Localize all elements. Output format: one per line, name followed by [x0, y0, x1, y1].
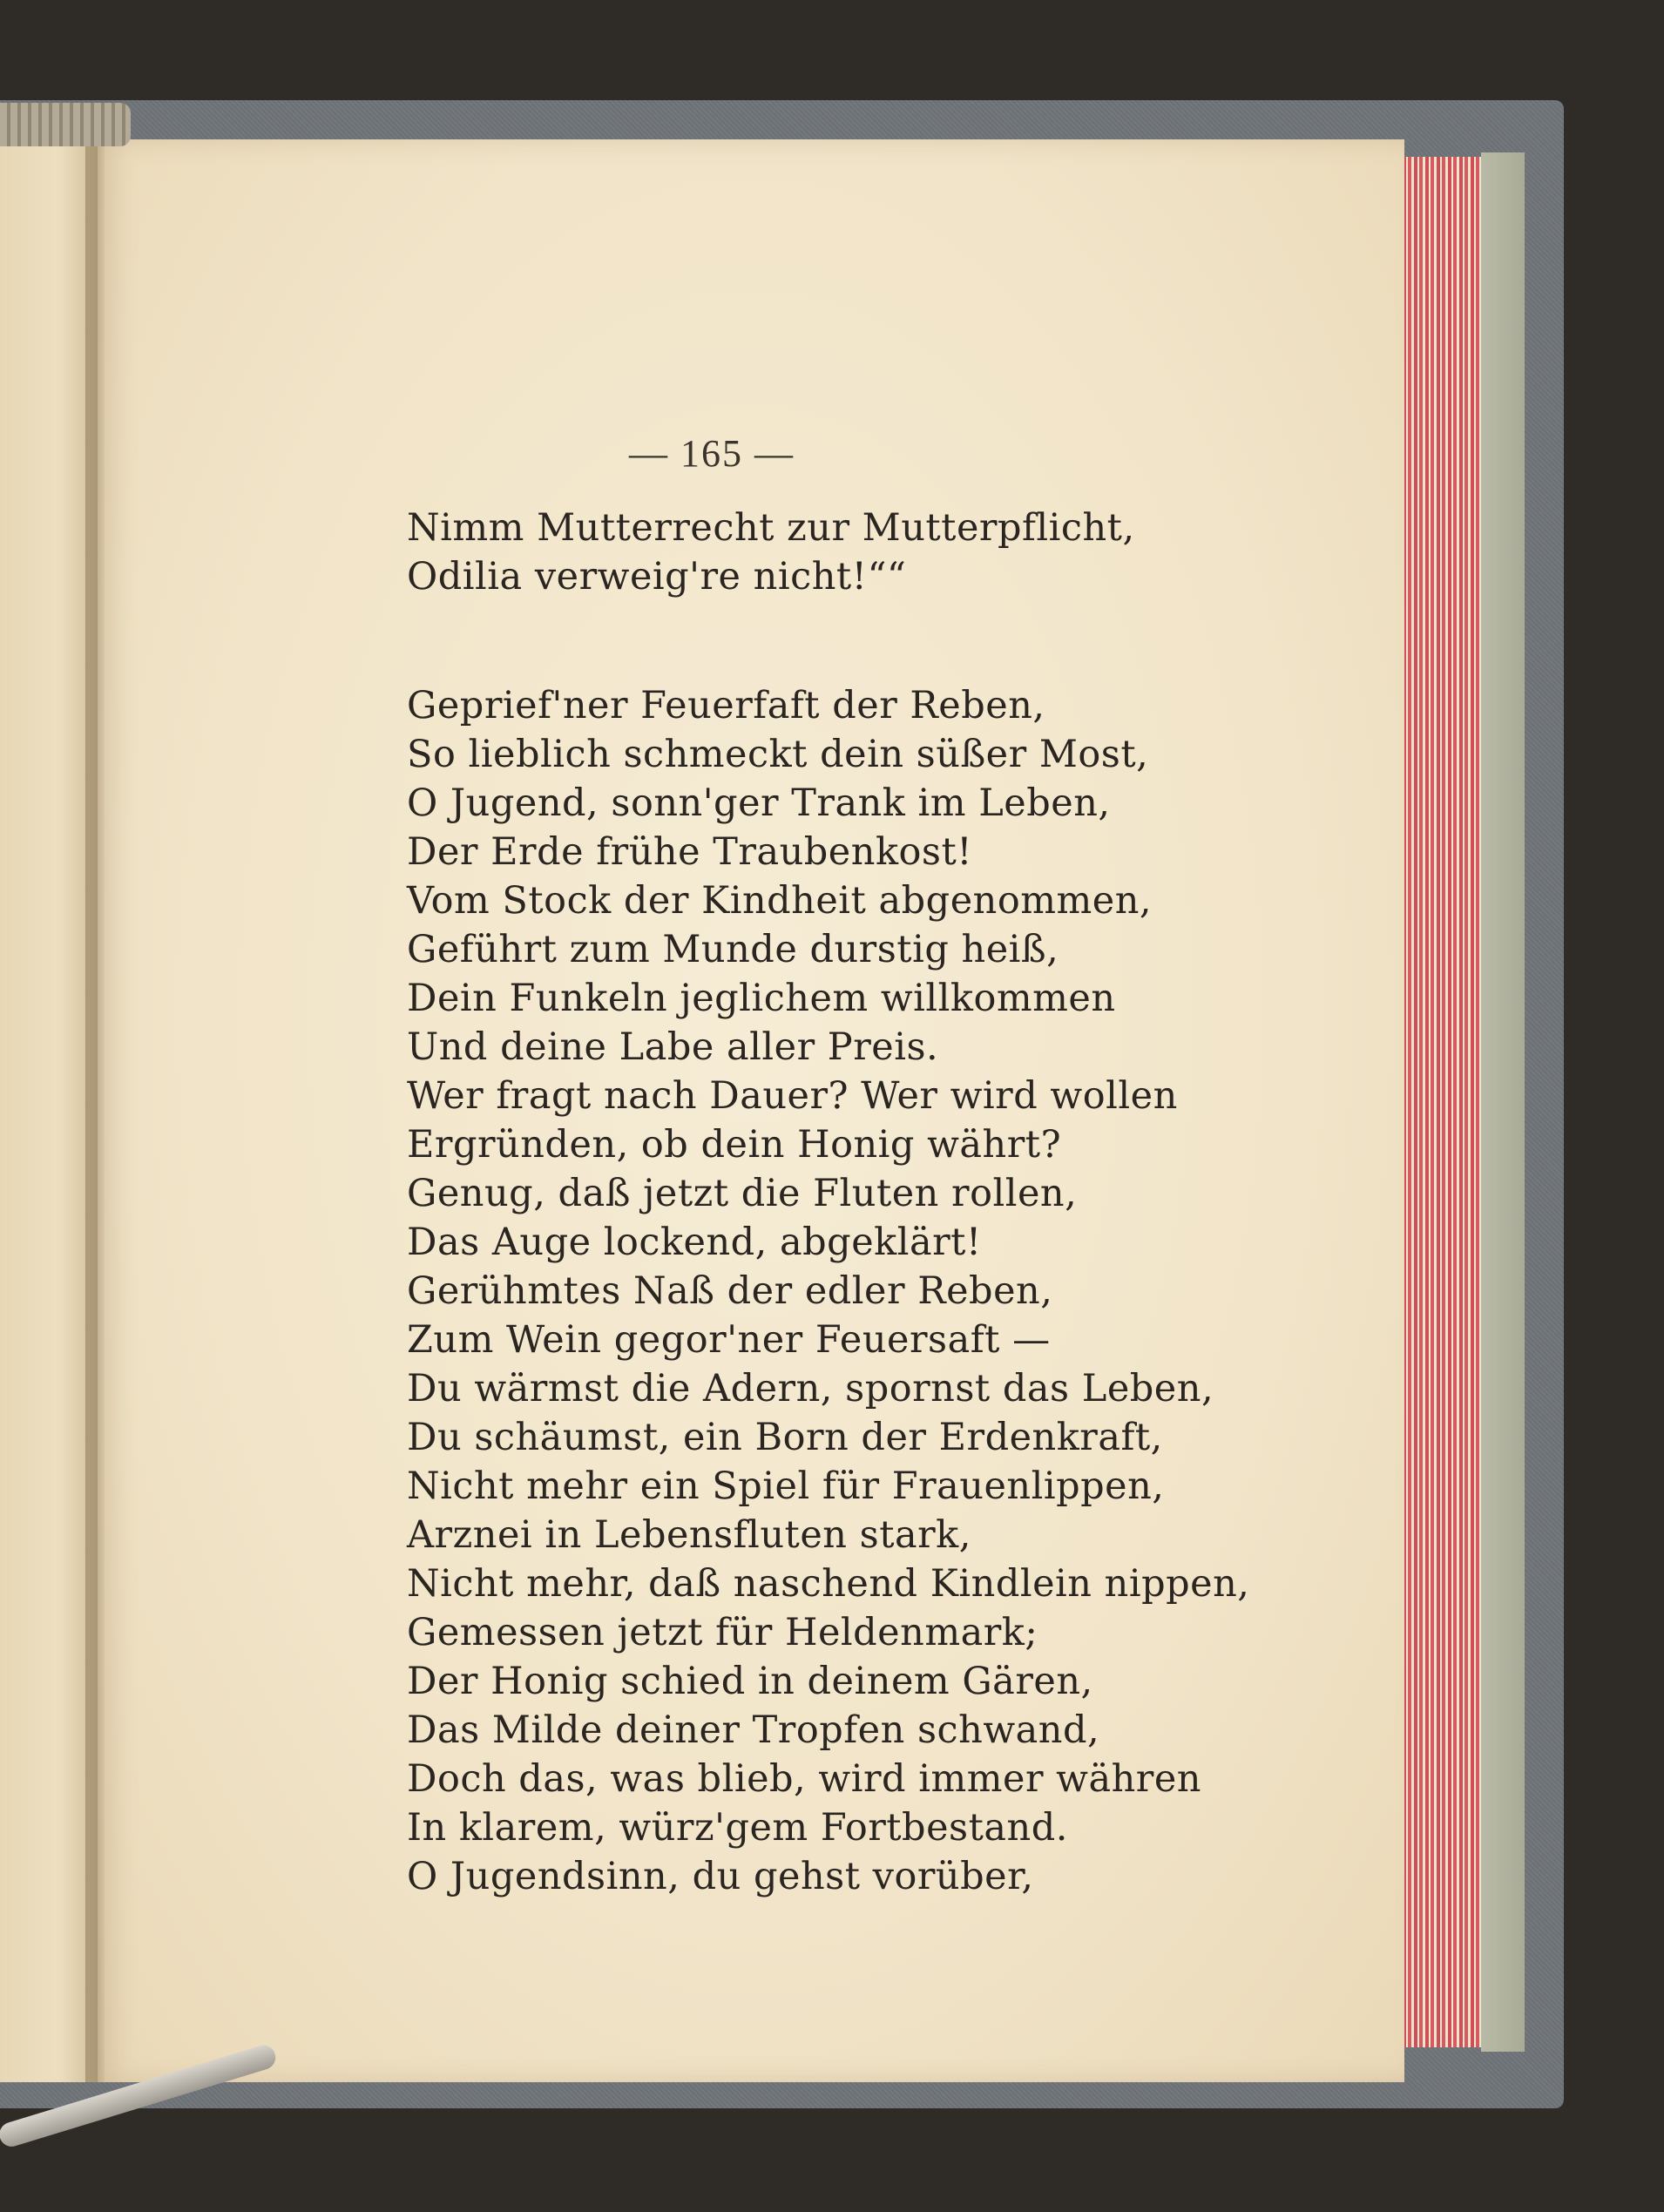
poem-line: In klarem, würz'gem Fortbestand.: [407, 1806, 1068, 1850]
poem-line: Du schäumst, ein Born der Erdenkraft,: [407, 1416, 1163, 1459]
poem-line: Doch das, was blieb, wird immer währen: [407, 1757, 1202, 1801]
page-number: — 165 —: [629, 432, 795, 475]
poem-line: Das Milde deiner Tropfen schwand,: [407, 1708, 1100, 1752]
gutter-shadow: [85, 144, 105, 2082]
poem-line: Gerühmtes Naß der edler Reben,: [407, 1269, 1053, 1313]
poem-line: Geführt zum Munde durstig heiß,: [407, 928, 1059, 971]
poem-line: Der Honig schied in deinem Gären,: [407, 1660, 1093, 1703]
poem-line: Du wärmst die Adern, spornst das Leben,: [407, 1367, 1214, 1410]
left-page-edge: [0, 144, 98, 2082]
poem-line: Nimm Mutterrecht zur Mutterpflicht,: [407, 506, 1135, 550]
poem-line: O Jugend, sonn'ger Trank im Leben,: [407, 781, 1111, 825]
poem-line: Das Auge lockend, abgeklärt!: [407, 1221, 982, 1264]
poem-line: O Jugendsinn, du gehst vorüber,: [407, 1855, 1034, 1898]
poem-line: Gemessen jetzt für Heldenmark;: [407, 1611, 1038, 1654]
poem-line: Vom Stock der Kindheit abgenommen,: [407, 879, 1153, 923]
poem-line: Und deine Labe aller Preis.: [407, 1025, 939, 1069]
poem-line: Der Erde frühe Traubenkost!: [407, 830, 973, 874]
poem-line: Dein Funkeln jeglichem willkommen: [407, 977, 1116, 1020]
poem-line: So lieblich schmeckt dein süßer Most,: [407, 733, 1149, 776]
poem-line: Nicht mehr ein Spiel für Frauenlippen,: [407, 1465, 1165, 1508]
poem-line: Wer fragt nach Dauer? Wer wird wollen: [407, 1074, 1178, 1118]
poem-line: Geprief'ner Feuerfaft der Reben,: [407, 684, 1045, 727]
poem-line: Ergründen, ob dein Honig währt?: [407, 1123, 1062, 1167]
right-page: [98, 139, 1404, 2082]
bookmark-ribbon: [0, 103, 131, 146]
poem-line: Arznei in Lebensfluten stark,: [407, 1513, 971, 1557]
poem-line: Nicht mehr, daß naschend Kindlein nippen,: [407, 1562, 1250, 1606]
poem-line: Genug, daß jetzt die Fluten rollen,: [407, 1172, 1078, 1215]
poem-line: Odilia verweig're nicht!““: [407, 555, 907, 599]
poem-line: Zum Wein gegor'ner Feuersaft —: [407, 1318, 1051, 1362]
page-block-outer: [1481, 152, 1525, 2052]
